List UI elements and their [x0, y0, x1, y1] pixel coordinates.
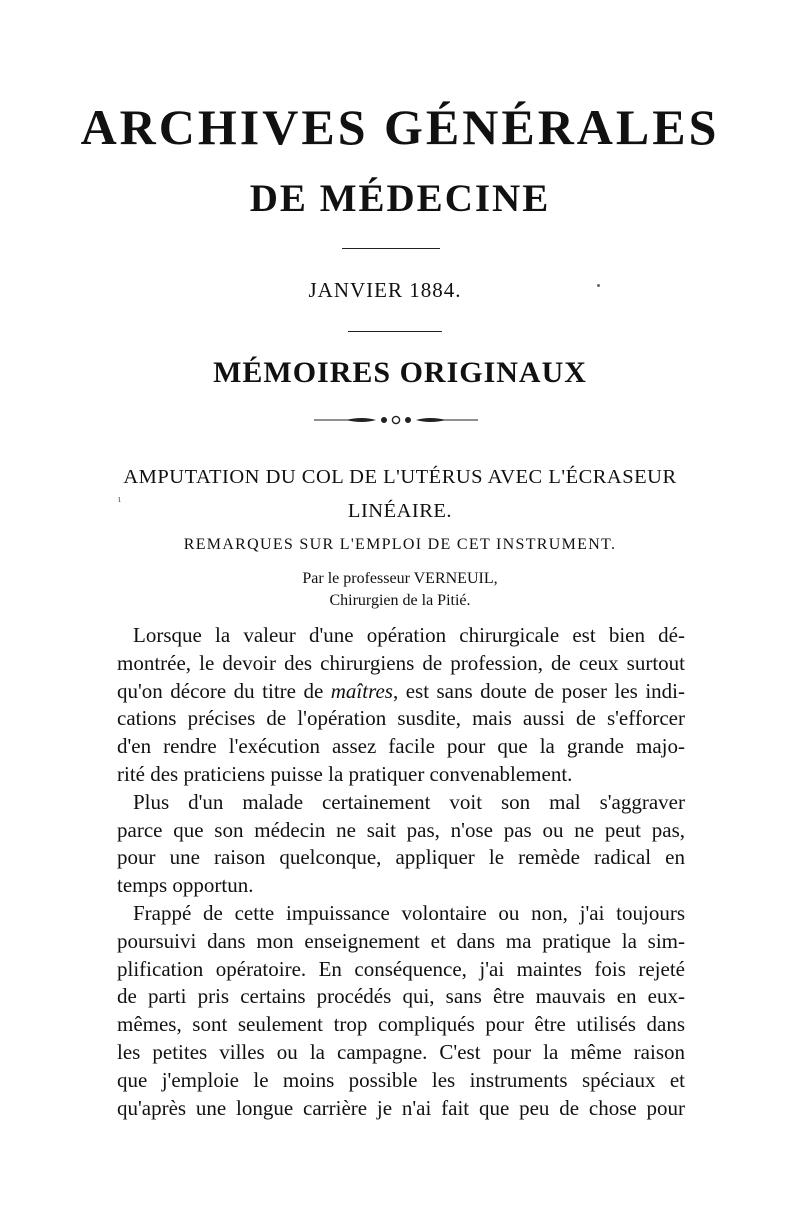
- body-line-5: d'en rendre l'exécution assez facile pour que la grande majo-: [117, 734, 685, 759]
- author-block: [200, 568, 600, 612]
- body-line-3-emphasis: maîtres: [330, 678, 393, 703]
- article-body: [117, 622, 685, 1122]
- body-line-17: que j'emploie le moins possible les instruments spéciaux et: [117, 1067, 685, 1092]
- body-line-12: poursuivi dans mon enseignement et dans ma pratique la sim-: [117, 928, 685, 953]
- body-line-10: temps opportun.: [117, 873, 254, 898]
- body-line-2: montrée, le devoir des chirurgiens de profession, de ceux surtout: [117, 650, 685, 675]
- body-line-7: Plus d'un malade certainement voit son mal s'aggraver: [133, 789, 685, 814]
- body-line-11: Frappé de cette impuissance volontaire ou non, j'ai toujours: [133, 900, 685, 925]
- body-line-15: mêmes, sont seulement trop compliqués pour être utilisés dans: [117, 1012, 685, 1037]
- article-title-line-2: LINÉAIRE.: [347, 500, 453, 522]
- print-speck: [597, 284, 600, 287]
- body-line-9: pour une raison quelconque, appliquer le remède radical en: [117, 845, 685, 870]
- journal-title: ARCHIVES GÉNÉRALES: [80, 99, 720, 155]
- body-line-13: plification opératoire. En conséquence, j'ai maintes fois rejeté: [117, 956, 685, 981]
- article-title: [115, 460, 685, 528]
- body-line-16: les petites villes ou la campagne. C'est pour la même raison: [117, 1039, 685, 1064]
- body-line-14: de parti pris certains procédés qui, sans être mauvais en eux-: [117, 984, 685, 1009]
- issue-date: JANVIER 1884.: [308, 278, 462, 302]
- body-line-8: parce que son médecin ne sait pas, n'ose pas ou ne peut pas,: [117, 817, 685, 842]
- section-heading: MÉMOIRES ORIGINAUX: [213, 356, 587, 389]
- rule-middle: [348, 331, 442, 332]
- body-line-1: Lorsque la valeur d'une opération chirurgicale est bien dé-: [133, 623, 685, 647]
- author-line: Par le professeur VERNEUIL,: [302, 570, 498, 587]
- body-line-6: rité des praticiens puisse la pratiquer convenablement.: [117, 761, 573, 786]
- ornament-divider: [312, 412, 480, 428]
- article-remarks: REMARQUES SUR L'EMPLOI DE CET INSTRUMENT.: [183, 536, 617, 553]
- body-line-4: cations précises de l'opération susdite, mais aussi de s'efforcer: [117, 706, 685, 731]
- author-affiliation: Chirurgien de la Pitié.: [329, 592, 471, 609]
- body-line-18: qu'après une longue carrière je n'ai fait que peu de chose pour: [117, 1095, 685, 1120]
- body-line-3: [117, 678, 685, 706]
- journal-subtitle: DE MÉDECINE: [249, 177, 551, 220]
- article-title-line-1: AMPUTATION DU COL DE L'UTÉRUS AVEC L'ÉCRASEUR: [123, 466, 677, 488]
- margin-mark: ι: [118, 494, 121, 505]
- body-line-3-start: qu'on décore du titre de: [117, 678, 331, 703]
- rule-top: [342, 248, 440, 249]
- body-line-3-end: , est sans doute de poser les indi-: [392, 678, 685, 703]
